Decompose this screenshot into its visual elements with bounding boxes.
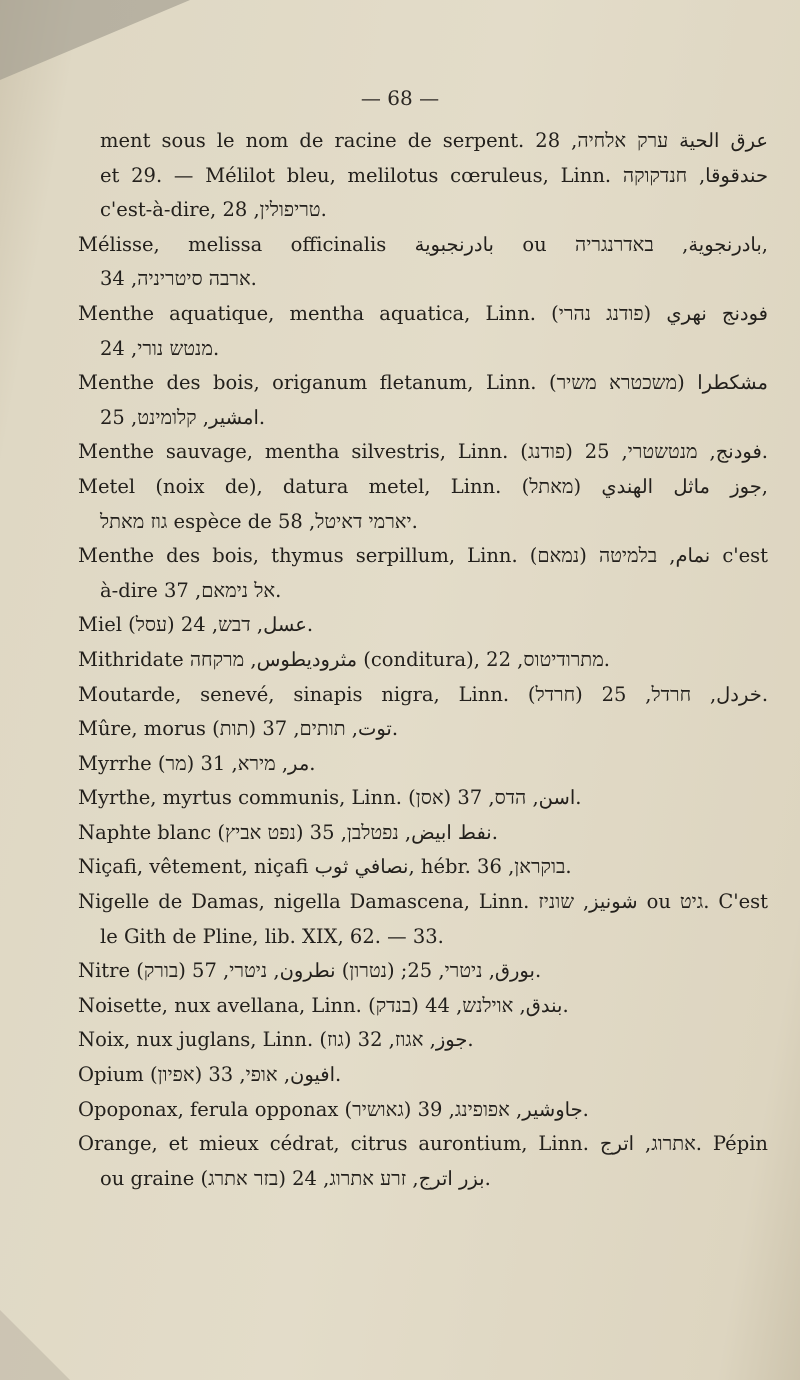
page-corner-shadow (0, 0, 190, 80)
glossary-line: Myrrhe (מר) مر, מירא, 31. (78, 751, 316, 775)
glossary-line: Mithridate مثروديطوس, מרקחה (conditura), מתרודיטוס, 22. (78, 647, 610, 671)
glossary-line: le Gith de Pline, lib. XIX, 62. — 33. (100, 924, 444, 948)
page-corner-fold (0, 1310, 70, 1380)
glossary-line: Menthe aquatique, mentha aquatica, Linn. (פודנג נהרי) فودنج نهري (78, 301, 768, 325)
glossary-line: c'est-à-dire, טריפולין, 28. (100, 198, 327, 222)
glossary-line: Metel (noix de), datura metel, Linn. (מאתל) جوز ماثل الهندي, (78, 474, 768, 498)
glossary-line: Mélisse, melissa officinalis بادرنجبوية ou بادرنجوية, באדרנגריה, (78, 232, 768, 256)
glossary-line: Nigelle de Damas, nigella Damascena, Linn. شونيز, שוניז ou גיט. C'est (78, 890, 768, 914)
glossary-line: Opoponax, ferula opponax (גאושיר) جاوشير, אפופינג, 39. (78, 1097, 589, 1121)
glossary-line: Naphte blanc (נפט אביץ) نفط ابيض, נפטלבן, 35. (78, 820, 498, 844)
glossary-line: ment sous le nom de racine de serpent. عرق الحية ערק אלחיה, 28 (100, 129, 768, 152)
glossary-line: Opium (אפיון) افيون, אופי, 33. (78, 1063, 342, 1087)
glossary-line: Menthe sauvage, mentha silvestris, Linn. (פודנג) فودنج, מנטשטרי, 25. (78, 440, 768, 464)
glossary-line: à-dire אל נימאם, 37. (100, 578, 282, 602)
glossary-line: Menthe des bois, thymus serpillum, Linn. (נמאם) نمام, בלמיטה c'est (78, 544, 768, 568)
glossary-line: Mûre, morus (תות) توت, תותים, 37. (78, 717, 399, 741)
glossary-line: Moutarde, senevé, sinapis nigra, Linn. (חרדל) خردل, חרדל, 25. (78, 682, 768, 706)
glossary-line: Myrthe, myrtus communis, Linn. (אסן) اسن, הדס, 37. (78, 786, 582, 810)
glossary-line: Menthe des bois, origanum fletanum, Linn. (משכטרא משיר) مشكطرا (78, 371, 768, 395)
glossary-line: Orange, et mieux cédrat, citrus aurontium, Linn. אתרוג, اترج. Pépin (78, 1132, 768, 1156)
glossary-line: ארבה סיטריניה, 34. (100, 267, 257, 291)
glossary-line: Noisette, nux avellana, Linn. (בנדק) بندق, אוילנש, 44. (78, 993, 569, 1017)
glossary-line: Niçafi, vêtement, niçafi نصافي ثوب, hébr. בוקראן, 36. (78, 855, 572, 879)
glossary-line: מנטש נורי, 24. (100, 336, 220, 360)
glossary-line: امشير, קלומינט, 25. (100, 405, 266, 429)
glossary-line: גוז מאתל espèce de יארמי דאיטל, 58. (100, 509, 418, 533)
glossary-line: Nitre (בורק) بورق, ניטרי, 25; (נטרון) نطرون, ניטרי, 57. (78, 959, 542, 983)
page-number: — 68 — (360, 86, 440, 110)
glossary-line: et 29. — Mélilot bleu, melilotus cœruleus, Linn. حندقوقا, חנדקוקה (100, 163, 768, 187)
glossary-line: Miel (עסל) عسل, דבש, 24. (78, 613, 314, 637)
glossary-line: Noix, nux juglans, Linn. (גוז) جوز, אגוז, 32. (78, 1028, 474, 1052)
glossary-entries (78, 124, 768, 1196)
glossary-line: ou graine (בזר אתרג) بزر اترج, זרע אתרוג, 24. (100, 1166, 491, 1190)
